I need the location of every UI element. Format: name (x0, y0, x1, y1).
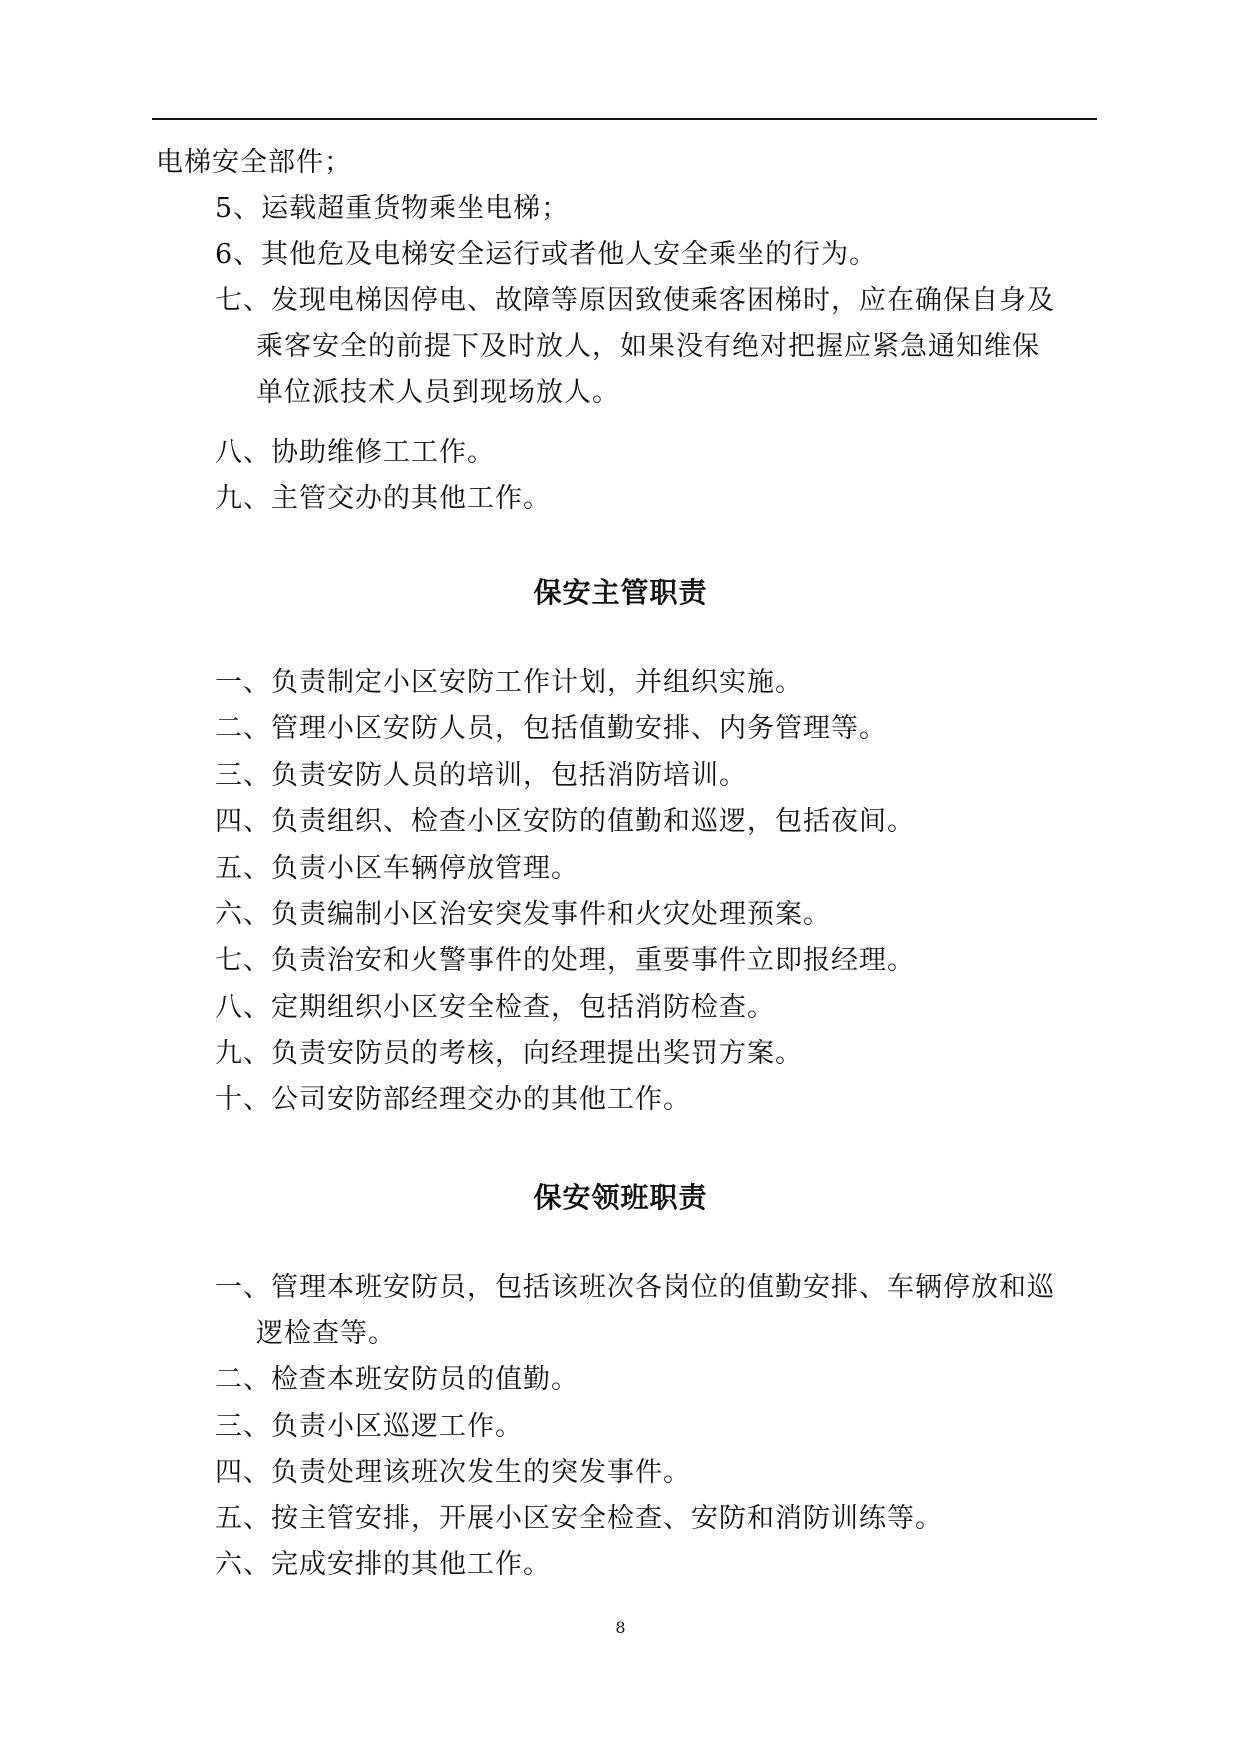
body-line: 5、运载超重货物乘坐电梯； (215, 193, 570, 224)
list-item: 四、负责组织、检查小区安防的值勤和巡逻，包括夜间。 (215, 806, 915, 837)
list-item: 八、定期组织小区安全检查，包括消防检查。 (215, 992, 775, 1023)
body-line: 九、主管交办的其他工作。 (215, 483, 551, 514)
list-item: 三、负责小区巡逻工作。 (215, 1411, 523, 1442)
list-item: 七、负责治安和火警事件的处理，重要事件立即报经理。 (215, 945, 915, 976)
list-item: 二、检查本班安防员的值勤。 (215, 1364, 579, 1395)
list-item: 五、按主管安排，开展小区安全检查、安防和消防训练等。 (215, 1503, 943, 1534)
list-item: 六、完成安排的其他工作。 (215, 1549, 551, 1580)
list-item: 十、公司安防部经理交办的其他工作。 (215, 1084, 691, 1115)
body-line: 乘客安全的前提下及时放人，如果没有绝对把握应紧急通知维保 (256, 331, 1040, 362)
list-item: 逻检查等。 (256, 1318, 396, 1349)
list-item: 五、负责小区车辆停放管理。 (215, 853, 579, 884)
section-title: 保安主管职责 (533, 576, 708, 609)
body-line: 电梯安全部件； (156, 147, 352, 178)
page-number: 8 (615, 1618, 626, 1637)
body-line: 单位派技术人员到现场放人。 (256, 377, 620, 408)
header-rule (152, 118, 1097, 120)
body-line: 6、其他危及电梯安全运行或者他人安全乘坐的行为。 (215, 239, 878, 270)
list-item: 六、负责编制小区治安突发事件和火灾处理预案。 (215, 899, 831, 930)
section-title: 保安领班职责 (533, 1181, 708, 1214)
list-item: 二、管理小区安防人员，包括值勤安排、内务管理等。 (215, 713, 887, 744)
list-item: 一、管理本班安防员，包括该班次各岗位的值勤安排、车辆停放和巡 (215, 1272, 1055, 1303)
body-line: 七、发现电梯因停电、故障等原因致使乘客困梯时，应在确保自身及 (215, 285, 1055, 316)
list-item: 三、负责安防人员的培训，包括消防培训。 (215, 760, 747, 791)
body-line: 八、协助维修工工作。 (215, 437, 495, 468)
list-item: 一、负责制定小区安防工作计划，并组织实施。 (215, 667, 803, 698)
list-item: 九、负责安防员的考核，向经理提出奖罚方案。 (215, 1038, 803, 1069)
list-item: 四、负责处理该班次发生的突发事件。 (215, 1457, 691, 1488)
